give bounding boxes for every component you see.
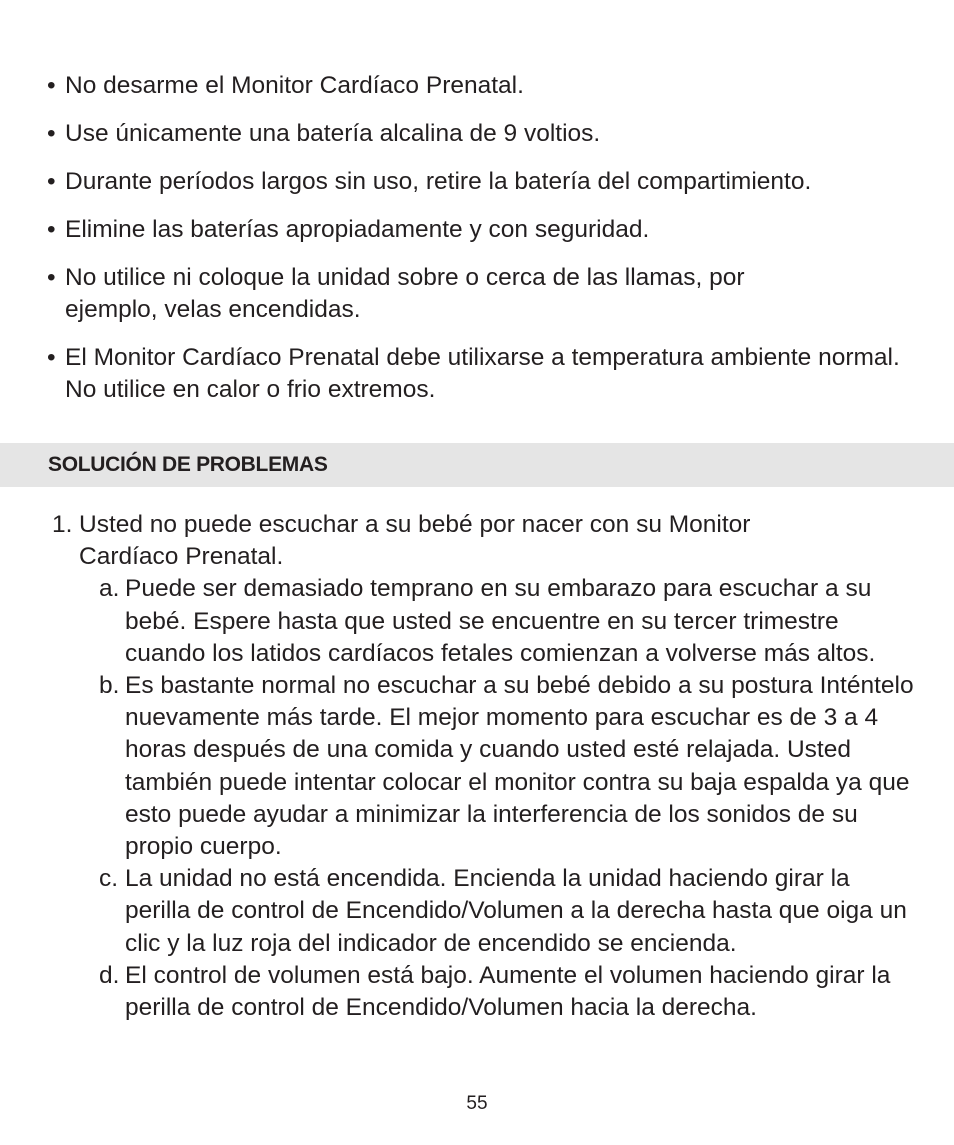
solution-item	[99, 670, 915, 863]
bullet-text: El Monitor Cardíaco Prenatal debe utilixarse a temperatura ambiente normal. No utilice en calor o frio extremos.	[65, 344, 900, 403]
bullet-item	[47, 70, 927, 102]
solution-text: Puede ser demasiado temprano en su embarazo para escuchar a su bebé. Espere hasta que usted se encuentre en su tercer trimestre cuando los latidos cardíacos fetales comienzan a volverse más altos.	[125, 575, 876, 667]
problem-item	[52, 509, 849, 573]
bullet-dot: •	[47, 120, 56, 147]
solution-item	[99, 863, 915, 960]
bullet-item	[47, 214, 927, 246]
solution-letter: b.	[99, 672, 120, 700]
bullet-text: No desarme el Monitor Cardíaco Prenatal.	[65, 72, 524, 99]
bullet-item	[47, 342, 905, 406]
bullet-text: No utilice ni coloque la unidad sobre o cerca de las llamas, por ejemplo, velas encendidas.	[65, 264, 745, 323]
section-title: SOLUCIÓN DE PROBLEMAS	[48, 453, 328, 476]
solution-item	[99, 573, 915, 670]
bullet-dot: •	[47, 168, 56, 195]
solution-letter: a.	[99, 575, 120, 603]
bullet-text: Use únicamente una batería alcalina de 9 voltios.	[65, 120, 601, 147]
bullet-dot: •	[47, 344, 56, 371]
problem-number: 1.	[52, 511, 73, 538]
safety-bullet-list	[47, 70, 927, 422]
bullet-item	[47, 118, 927, 150]
solution-text: El control de volumen está bajo. Aumente el volumen haciendo girar la perilla de control de Encendido/Volumen hacia la derecha.	[125, 961, 891, 1022]
page-number: 55	[466, 1093, 488, 1114]
bullet-text: Durante períodos largos sin uso, retire la batería del compartimiento.	[65, 168, 812, 195]
bullet-dot: •	[47, 264, 56, 291]
bullet-dot: •	[47, 216, 56, 243]
bullet-text: Elimine las baterías apropiadamente y con seguridad.	[65, 216, 650, 243]
solution-letter: c.	[99, 865, 119, 893]
problem-text: Usted no puede escuchar a su bebé por nacer con su Monitor Cardíaco Prenatal.	[79, 511, 751, 571]
solution-text: La unidad no está encendida. Encienda la unidad haciendo girar la perilla de control de Encendido/Volumen a la derecha hasta que oiga un clic y la luz roja del indicador de encendido se encienda.	[125, 865, 907, 957]
solution-list	[52, 573, 932, 1024]
bullet-item	[47, 166, 927, 198]
section-header-bar	[0, 443, 954, 487]
bullet-dot: •	[47, 72, 56, 99]
solution-letter: d.	[99, 961, 120, 989]
solution-text: Es bastante normal no escuchar a su bebé debido a su postura Inténtelo nuevamente más tarde. El mejor momento para escuchar es de 3 a 4 horas después de una comida y cuando usted esté relajada. Usted también puede intentar colocar el monitor contra su baja espalda ya que esto puede ayudar a minimizar la interferencia de los sonidos de su propio cuerpo.	[125, 672, 914, 861]
solution-item	[99, 960, 915, 1024]
troubleshooting-list	[52, 509, 932, 1024]
bullet-item	[47, 262, 835, 326]
